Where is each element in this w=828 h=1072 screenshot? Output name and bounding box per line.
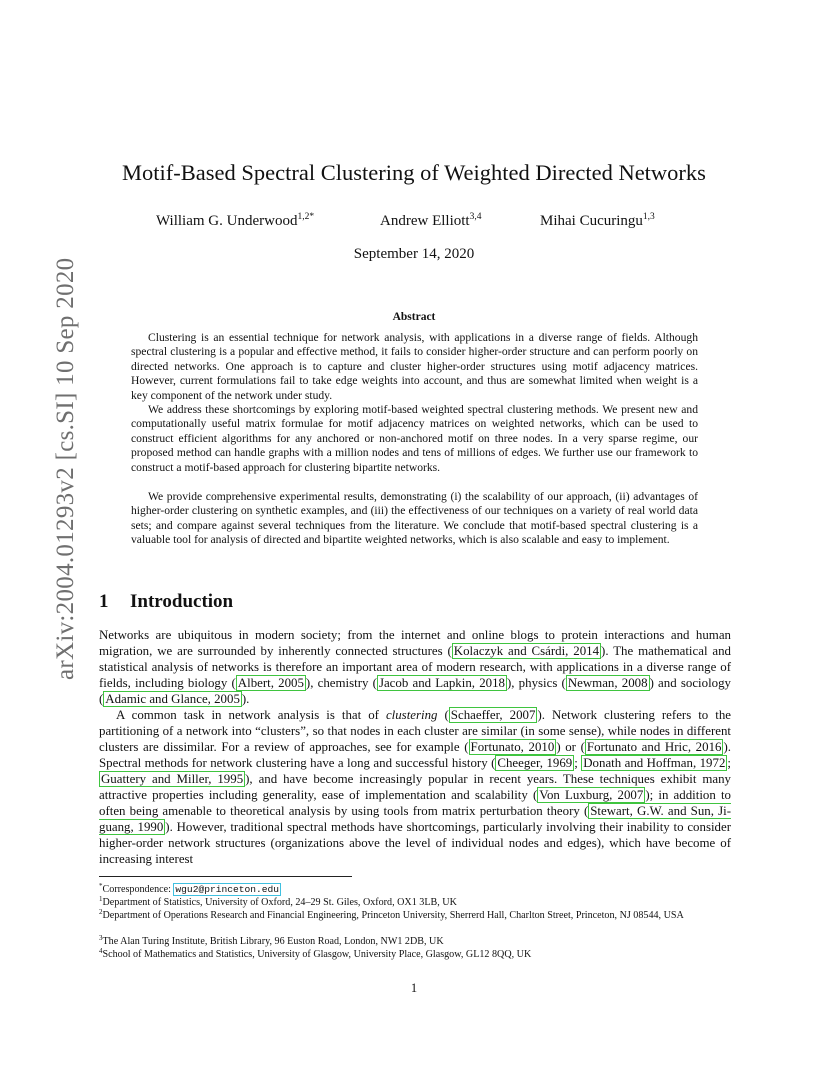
citation-link[interactable]: Schaeffer, 2007 bbox=[450, 708, 536, 722]
footnote-label: Correspondence: bbox=[102, 884, 174, 895]
text: ) or ( bbox=[556, 740, 585, 754]
section-heading bbox=[99, 591, 233, 613]
text: Networks are ubiquitous in modern society; from the internet and online blogs to protein interactions and human migration, we are surrounded by inherently connected structures ( bbox=[99, 628, 731, 658]
citation-link[interactable]: Stewart, G.W. and Sun, Ji-guang, 1990 bbox=[99, 804, 731, 834]
author-3 bbox=[540, 212, 655, 230]
footnote-mark: 4 bbox=[99, 947, 103, 955]
page-number: 1 bbox=[410, 981, 418, 995]
text: ). However, traditional spectral methods have shortcomings, particularly involving their inability to consider higher-order network structures (organizations above the level of individual nodes and edges), which have become of increasing interest bbox=[99, 820, 732, 866]
text: ) and sociology ( bbox=[99, 676, 731, 706]
footnote-mark: 3 bbox=[99, 934, 103, 942]
abstract-paragraph-2: We address these shortcomings by exploring motif-based weighted spectral clustering methods. We present new and computationally useful matrix formulae for motif adjacency matrices on weighted networks, which can be used to construct efficient algorithms for any anchored or non-anchored motif on three nodes. In a very sparse regime, our proposed method can handle graphs with a million nodes and tens of millions of edges. We further use our framework to construct a motif-based approach for clustering bipartite networks. bbox=[131, 403, 698, 474]
citation-link[interactable]: Fortunato, 2010 bbox=[470, 740, 555, 754]
author-name: Mihai Cucuringu bbox=[540, 213, 643, 229]
citation-link[interactable]: Kolaczyk and Csárdi, 2014 bbox=[453, 644, 600, 658]
footnote-text: The Alan Turing Institute, British Library, 96 Euston Road, London, NW1 2DB, UK bbox=[102, 936, 444, 947]
intro-paragraph-1 bbox=[99, 627, 731, 707]
footnote-mark: * bbox=[99, 882, 103, 890]
text: ; bbox=[727, 756, 731, 770]
abstract-paragraph-3: We provide comprehensive experimental results, demonstrating (i) the scalability of our approach, (ii) advantages of higher-order clustering on synthetic examples, and (iii) the effectiveness of our techniques on a variety of real world data sets; and compare against several techniques from the literature. We conclude that motif-based spectral clustering is a valuable tool for analysis of directed and bipartite weighted networks, which is also scalable and easy to implement. bbox=[131, 490, 698, 547]
author-name: William G. Underwood bbox=[156, 213, 298, 229]
abstract-heading: Abstract bbox=[392, 311, 436, 323]
arxiv-identifier-text: arXiv:2004.01293v2 [cs.SI] 10 Sep 2020 bbox=[52, 257, 79, 680]
author-name: Andrew Elliott bbox=[380, 213, 470, 229]
footnote-text: School of Mathematics and Statistics, University of Glasgow, University Place, Glasgow, GL12 8QQ, UK bbox=[102, 949, 532, 960]
text: ). The mathematical and statistical analysis of networks is therefore an important area of modern research, with applications in a diverse range of fields, including biology ( bbox=[99, 644, 731, 690]
emphasis: clustering bbox=[385, 708, 438, 722]
citation-link[interactable]: Guattery and Miller, 1995 bbox=[101, 772, 244, 786]
footnote-mark: 1 bbox=[99, 895, 103, 903]
citation-link[interactable]: Fortunato and Hric, 2016 bbox=[586, 740, 722, 754]
citation-link[interactable]: Adamic and Glance, 2005 bbox=[105, 692, 240, 706]
author-affiliation: 1,3 bbox=[642, 212, 655, 222]
citation-link[interactable]: Von Luxburg, 2007 bbox=[539, 788, 644, 802]
author-affiliation: 1,2* bbox=[297, 212, 315, 222]
text: ), chemistry ( bbox=[305, 676, 377, 690]
text: A common task in network analysis is that of bbox=[116, 708, 386, 722]
text: ). Network clustering refers to the partitioning of a network into “clusters”, so that nodes in each cluster are similar (in some sense), while nodes in different clusters are dissimilar. For a review of approaches, see for example ( bbox=[99, 708, 731, 754]
arxiv-identifier bbox=[18, 257, 79, 680]
footnote-rule bbox=[99, 876, 352, 877]
text: ); in addition to often being amenable to theoretical analysis by using tools from matrix perturbation theory ( bbox=[99, 788, 731, 818]
author-affiliation: 3,4 bbox=[469, 212, 482, 222]
text: ). Spectral methods for network clustering have a long and successful history ( bbox=[99, 740, 731, 770]
citation-link[interactable]: Newman, 2008 bbox=[567, 676, 648, 690]
section-number: 1 bbox=[99, 591, 109, 612]
author-2 bbox=[380, 212, 481, 230]
citation-link[interactable]: Cheeger, 1969 bbox=[497, 756, 573, 770]
text: ), physics ( bbox=[506, 676, 566, 690]
text: ), and have become increasingly popular in recent years. These techniques exhibit many attractive properties including generality, ease of implementation and scalability ( bbox=[99, 772, 731, 802]
citation-link[interactable]: Albert, 2005 bbox=[237, 676, 304, 690]
footnote-affiliation-2 bbox=[99, 906, 731, 922]
citation-link[interactable]: Donath and Hoffman, 1972 bbox=[583, 756, 726, 770]
abstract-paragraph-1: Clustering is an essential technique for network analysis, with applications in a diverse range of fields. Although spectral clustering is a popular and effective method, it fails to consider higher-order structure and can perform poorly on directed networks. One approach is to capture and cluster higher-order structures using motif adjacency matrices. However, current formulations fail to take edge weights into account, and thus are somewhat limited when weight is a key component of the network under study. bbox=[131, 331, 698, 402]
text: ). bbox=[241, 692, 250, 706]
intro-paragraph-2 bbox=[99, 707, 731, 867]
author-1 bbox=[156, 212, 314, 230]
email-link[interactable]: wgu2@princeton.edu bbox=[175, 884, 280, 895]
citation-link[interactable]: Jacob and Lapkin, 2018 bbox=[378, 676, 505, 690]
footnote-mark: 2 bbox=[99, 908, 103, 916]
paper-title: Motif-Based Spectral Clustering of Weighted Directed Networks bbox=[122, 160, 706, 185]
footnote-text: Department of Operations Research and Financial Engineering, Princeton University, Sherrerd Hall, Charlton Street, Princeton, NJ 08544, USA bbox=[102, 910, 684, 921]
footnote-affiliation-4 bbox=[99, 945, 731, 961]
footnote-text: Department of Statistics, University of Oxford, 24–29 St. Giles, Oxford, OX1 3LB, UK bbox=[102, 897, 457, 908]
section-title: Introduction bbox=[130, 591, 234, 612]
text: ( bbox=[437, 708, 449, 722]
paper-date: September 14, 2020 bbox=[353, 246, 475, 262]
text: ; bbox=[574, 756, 582, 770]
